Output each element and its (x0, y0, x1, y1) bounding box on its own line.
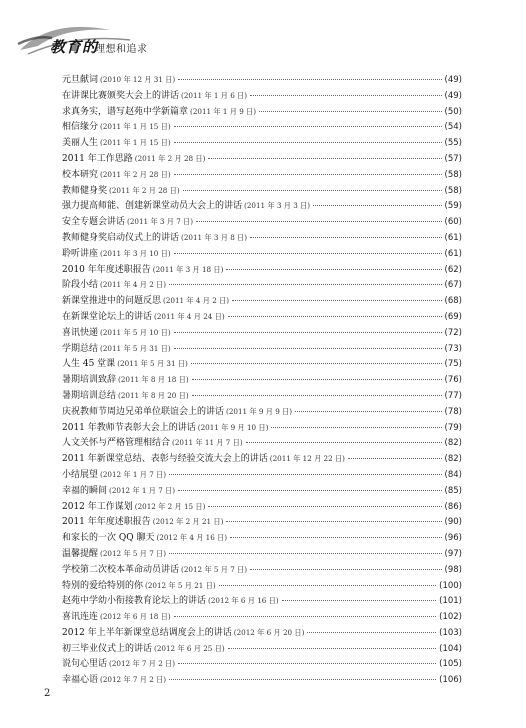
toc-entry-page: (68) (444, 296, 462, 307)
toc-entry-title: 2010 年年度述职报告 (62, 264, 151, 275)
toc-entry (62, 641, 462, 657)
dot-leader (178, 490, 441, 491)
dot-leader (313, 205, 441, 206)
toc-entry (62, 546, 462, 562)
toc-entry (62, 262, 462, 278)
toc-entry-title: 人生 45 堂课 (62, 359, 116, 370)
toc-entry (62, 578, 462, 594)
dot-leader (169, 553, 441, 554)
toc-entry-title: 2011 年年度述职报告 (62, 517, 151, 528)
toc-entry-page: (106) (439, 675, 462, 686)
toc-entry-page: (72) (444, 327, 462, 338)
toc-entry-page: (60) (444, 217, 462, 228)
header-subtitle: 理想和追求 (95, 44, 148, 55)
toc-entry-title: 特别的爱给特别的你 (62, 580, 144, 591)
toc-entry (62, 625, 462, 641)
toc-entry (62, 372, 462, 388)
dot-leader (178, 663, 436, 664)
dot-leader (169, 284, 441, 285)
dot-leader (174, 142, 442, 143)
dot-leader (282, 600, 437, 601)
toc-entry-title: 说句心里话 (62, 659, 108, 670)
toc-entry-date: (2011 年 3 月 8 日) (181, 232, 248, 242)
toc-entry-title: 幸福心语 (62, 675, 99, 686)
toc-entry (62, 435, 462, 451)
toc-entry-title: 喜讯快递 (62, 327, 99, 338)
toc-entry-date: (2012 年 4 月 16 日) (156, 533, 228, 543)
toc-entry-page: (54) (444, 122, 462, 133)
dot-leader (250, 569, 441, 570)
toc-entry-date: (2012 年 5 月 21 日) (145, 580, 216, 590)
toc-entry-date: (2010 年 12 月 31 日) (100, 75, 176, 84)
dot-leader (169, 474, 441, 475)
toc-entry-date: (2011 年 8 月 18 日) (118, 375, 189, 385)
toc-entry-page: (86) (444, 501, 462, 512)
dot-leader (228, 316, 442, 317)
toc-entry (62, 562, 462, 578)
dot-leader (232, 300, 441, 301)
dot-leader (169, 679, 436, 680)
toc-entry-date: (2011 年 1 月 15 日) (100, 122, 171, 132)
dot-leader (228, 648, 437, 649)
toc-entry-title: 美丽人生 (62, 138, 99, 149)
toc-entry-page: (101) (439, 596, 462, 607)
toc-entry (62, 246, 462, 262)
toc-entry-page: (55) (444, 138, 462, 149)
toc-entry-page: (78) (444, 406, 462, 417)
toc-entry-page: (82) (444, 438, 462, 449)
dot-leader (192, 379, 442, 380)
toc-entry-page: (58) (444, 169, 462, 180)
toc-entry (62, 325, 462, 341)
toc-entry-page: (61) (444, 232, 462, 243)
table-of-contents (62, 72, 462, 688)
toc-entry-page: (84) (444, 469, 462, 480)
dot-leader (191, 363, 442, 364)
toc-entry (62, 483, 462, 499)
toc-entry-page: (67) (444, 280, 462, 291)
toc-entry (62, 183, 462, 199)
toc-entry-date: (2012 年 2 月 15 日) (134, 501, 206, 511)
toc-entry-title: 喜讯连连 (62, 612, 99, 623)
toc-entry (62, 467, 462, 483)
dot-leader (250, 95, 441, 96)
toc-entry-date: (2011 年 1 月 6 日) (181, 90, 248, 100)
dot-leader (183, 190, 442, 191)
toc-entry (62, 104, 462, 120)
toc-entry-page: (96) (444, 533, 462, 544)
toc-entry (62, 135, 462, 151)
toc-entry-title: 2012 年上半年新课堂总结调度会上的讲话 (62, 627, 232, 638)
toc-entry-title: 人文关怀与严格管理相结合 (62, 438, 171, 449)
toc-entry-date: (2011 年 5 月 10 日) (100, 327, 171, 337)
toc-entry-page: (97) (444, 548, 462, 559)
toc-entry (62, 151, 462, 167)
toc-entry (62, 198, 462, 214)
dot-leader (230, 537, 441, 538)
toc-entry-date: (2011 年 9 月 9 日) (226, 406, 293, 416)
toc-entry-date: (2012 年 2 月 21 日) (152, 517, 224, 527)
header-brand: 教育的 (50, 38, 99, 56)
toc-entry (62, 293, 462, 309)
toc-entry (62, 309, 462, 325)
toc-entry-date: (2011 年 9 月 10 日) (197, 422, 269, 432)
toc-entry-date: (2012 年 1 月 7 日) (100, 469, 167, 479)
toc-entry-page: (98) (444, 564, 462, 575)
toc-entry-page: (85) (444, 485, 462, 496)
toc-entry-page: (75) (444, 359, 462, 370)
toc-entry-date: (2011 年 3 月 10 日) (100, 248, 171, 258)
toc-entry-title: 初三毕业仪式上的讲话 (62, 643, 153, 654)
toc-entry-date: (2011 年 2 月 28 日) (109, 185, 180, 195)
toc-entry-title: 幸福的瞬间 (62, 485, 108, 496)
toc-entry (62, 499, 462, 515)
dot-leader (174, 126, 442, 127)
toc-entry-page: (82) (444, 454, 462, 465)
toc-entry-title: 求真务实，谱写赵苑中学新篇章 (62, 106, 189, 117)
toc-entry-page: (102) (439, 612, 462, 623)
toc-entry-page: (90) (444, 517, 462, 528)
toc-entry-date: (2011 年 1 月 15 日) (100, 138, 171, 148)
dot-leader (226, 521, 441, 522)
toc-entry (62, 656, 462, 672)
toc-entry (62, 356, 462, 372)
toc-entry (62, 230, 462, 246)
toc-entry-title: 相信缘分 (62, 122, 99, 133)
toc-entry-page: (103) (439, 627, 462, 638)
toc-entry-title: 庆祝教师节周边兄弟单位联谊会上的讲话 (62, 406, 225, 417)
toc-entry-page: (58) (444, 185, 462, 196)
toc-entry-title: 新课堂推进中的问题反思 (62, 296, 162, 307)
toc-entry-title: 在新课堂论坛上的讲话 (62, 311, 153, 322)
toc-entry-date: (2012 年 7 月 2 日) (109, 659, 176, 669)
dot-leader (208, 158, 441, 159)
toc-entry-title: 在讲课比赛颁奖大会上的讲话 (62, 90, 180, 101)
toc-entry (62, 420, 462, 436)
toc-entry (62, 214, 462, 230)
toc-entry-date: (2011 年 2 月 28 日) (100, 169, 171, 179)
toc-entry-date: (2011 年 3 月 18 日) (152, 264, 224, 274)
toc-entry-date: (2012 年 7 月 2 日) (100, 675, 167, 685)
toc-entry (62, 404, 462, 420)
toc-entry (62, 593, 462, 609)
toc-entry (62, 388, 462, 404)
toc-entry-page: (77) (444, 390, 462, 401)
toc-entry-title: 聆听讲座 (62, 248, 99, 259)
dot-leader (196, 221, 441, 222)
dot-leader (174, 616, 437, 617)
dot-leader (174, 253, 442, 254)
toc-entry-date: (2012 年 6 月 16 日) (208, 596, 279, 606)
toc-entry (62, 514, 462, 530)
toc-entry-page: (49) (444, 90, 462, 101)
toc-entry-title: 强力提高师能、创建新课堂动员大会上的讲话 (62, 201, 243, 212)
toc-entry-title: 2011 年教师节表彰大会上的讲话 (62, 422, 196, 433)
toc-entry-date: (2011 年 2 月 28 日) (134, 153, 206, 163)
toc-entry (62, 72, 462, 88)
toc-entry-page: (69) (444, 311, 462, 322)
dot-leader (348, 458, 442, 459)
toc-entry-title: 2012 年工作谋划 (62, 501, 133, 512)
toc-entry-date: (2012 年 6 月 25 日) (154, 643, 225, 653)
toc-entry-page: (62) (444, 264, 462, 275)
toc-entry-page: (76) (444, 375, 462, 386)
toc-entry (62, 119, 462, 135)
toc-entry (62, 609, 462, 625)
toc-entry (62, 530, 462, 546)
toc-entry-title: 教师健身奖启动仪式上的讲话 (62, 232, 180, 243)
toc-entry (62, 277, 462, 293)
toc-entry-title: 阶段小结 (62, 280, 99, 291)
toc-entry-title: 学校第二次校本革命动员讲话 (62, 564, 180, 575)
toc-entry-page: (57) (444, 153, 462, 164)
toc-entry-date: (2011 年 1 月 9 日) (190, 106, 257, 116)
toc-entry-page: (100) (439, 580, 462, 591)
dot-leader (178, 79, 441, 80)
running-header (0, 0, 526, 64)
dot-leader (307, 632, 436, 633)
toc-entry-date: (2011 年 4 月 24 日) (154, 311, 225, 321)
toc-entry-page: (79) (444, 422, 462, 433)
dot-leader (246, 442, 442, 443)
toc-entry (62, 451, 462, 467)
dot-leader (295, 411, 441, 412)
toc-entry-page: (73) (444, 343, 462, 354)
dot-leader (192, 395, 442, 396)
dot-leader (174, 332, 442, 333)
toc-entry (62, 341, 462, 357)
toc-entry (62, 167, 462, 183)
toc-entry (62, 88, 462, 104)
toc-entry-date: (2012 年 1 月 7 日) (109, 485, 176, 495)
toc-entry-title: 温馨提醒 (62, 548, 99, 559)
toc-entry-title: 小结展望 (62, 469, 99, 480)
toc-entry-date: (2011 年 5 月 31 日) (117, 359, 188, 369)
toc-entry-page: (104) (439, 643, 462, 654)
toc-entry-title: 教师健身奖 (62, 185, 108, 196)
toc-entry-title: 2011 年工作思路 (62, 153, 133, 164)
toc-entry-title: 和家长的一次 QQ 聊天 (62, 533, 155, 544)
toc-entry-date: (2011 年 5 月 31 日) (100, 343, 171, 353)
dot-leader (226, 269, 441, 270)
toc-entry-title: 学期总结 (62, 343, 99, 354)
toc-entry-title: 安全专题会讲话 (62, 217, 126, 228)
toc-entry-page: (50) (444, 106, 462, 117)
dot-leader (174, 348, 442, 349)
toc-entry-page: (105) (439, 659, 462, 670)
toc-entry-title: 元旦献词 (62, 75, 99, 85)
toc-entry-page: (59) (444, 201, 462, 212)
page-number: 2 (44, 688, 51, 699)
dot-leader (219, 585, 437, 586)
toc-entry-title: 赵苑中学幼小衔接教育论坛上的讲话 (62, 596, 207, 607)
dot-leader (208, 506, 441, 507)
dot-leader (250, 237, 441, 238)
toc-entry-date: (2012 年 5 月 7 日) (181, 564, 248, 574)
toc-entry-date: (2011 年 3 月 3 日) (244, 201, 311, 211)
toc-entry-page: (61) (444, 248, 462, 259)
toc-entry-date: (2011 年 11 月 7 日) (172, 438, 243, 448)
toc-entry-title: 校本研究 (62, 169, 99, 180)
toc-entry-title: 暑期培训总结 (62, 390, 117, 401)
toc-entry-date: (2011 年 8 月 20 日) (118, 390, 189, 400)
toc-entry-title: 2011 年新课堂总结、表彰与经验交流大会上的讲话 (62, 454, 268, 465)
toc-entry-date: (2012 年 6 月 20 日) (233, 627, 305, 637)
toc-entry-date: (2011 年 4 月 2 日) (100, 280, 167, 290)
dot-leader (271, 427, 441, 428)
dot-leader (174, 174, 442, 175)
toc-entry-date: (2011 年 3 月 7 日) (127, 217, 194, 227)
toc-entry-date: (2011 年 12 月 22 日) (269, 454, 345, 464)
toc-entry-page: (49) (444, 75, 462, 85)
toc-entry-date: (2012 年 6 月 18 日) (100, 612, 171, 622)
toc-entry-date: (2011 年 4 月 2 日) (163, 296, 230, 306)
toc-entry (62, 672, 462, 688)
toc-entry-title: 暑期培训致辞 (62, 375, 117, 386)
dot-leader (259, 111, 441, 112)
toc-entry-date: (2012 年 5 月 7 日) (100, 548, 167, 558)
